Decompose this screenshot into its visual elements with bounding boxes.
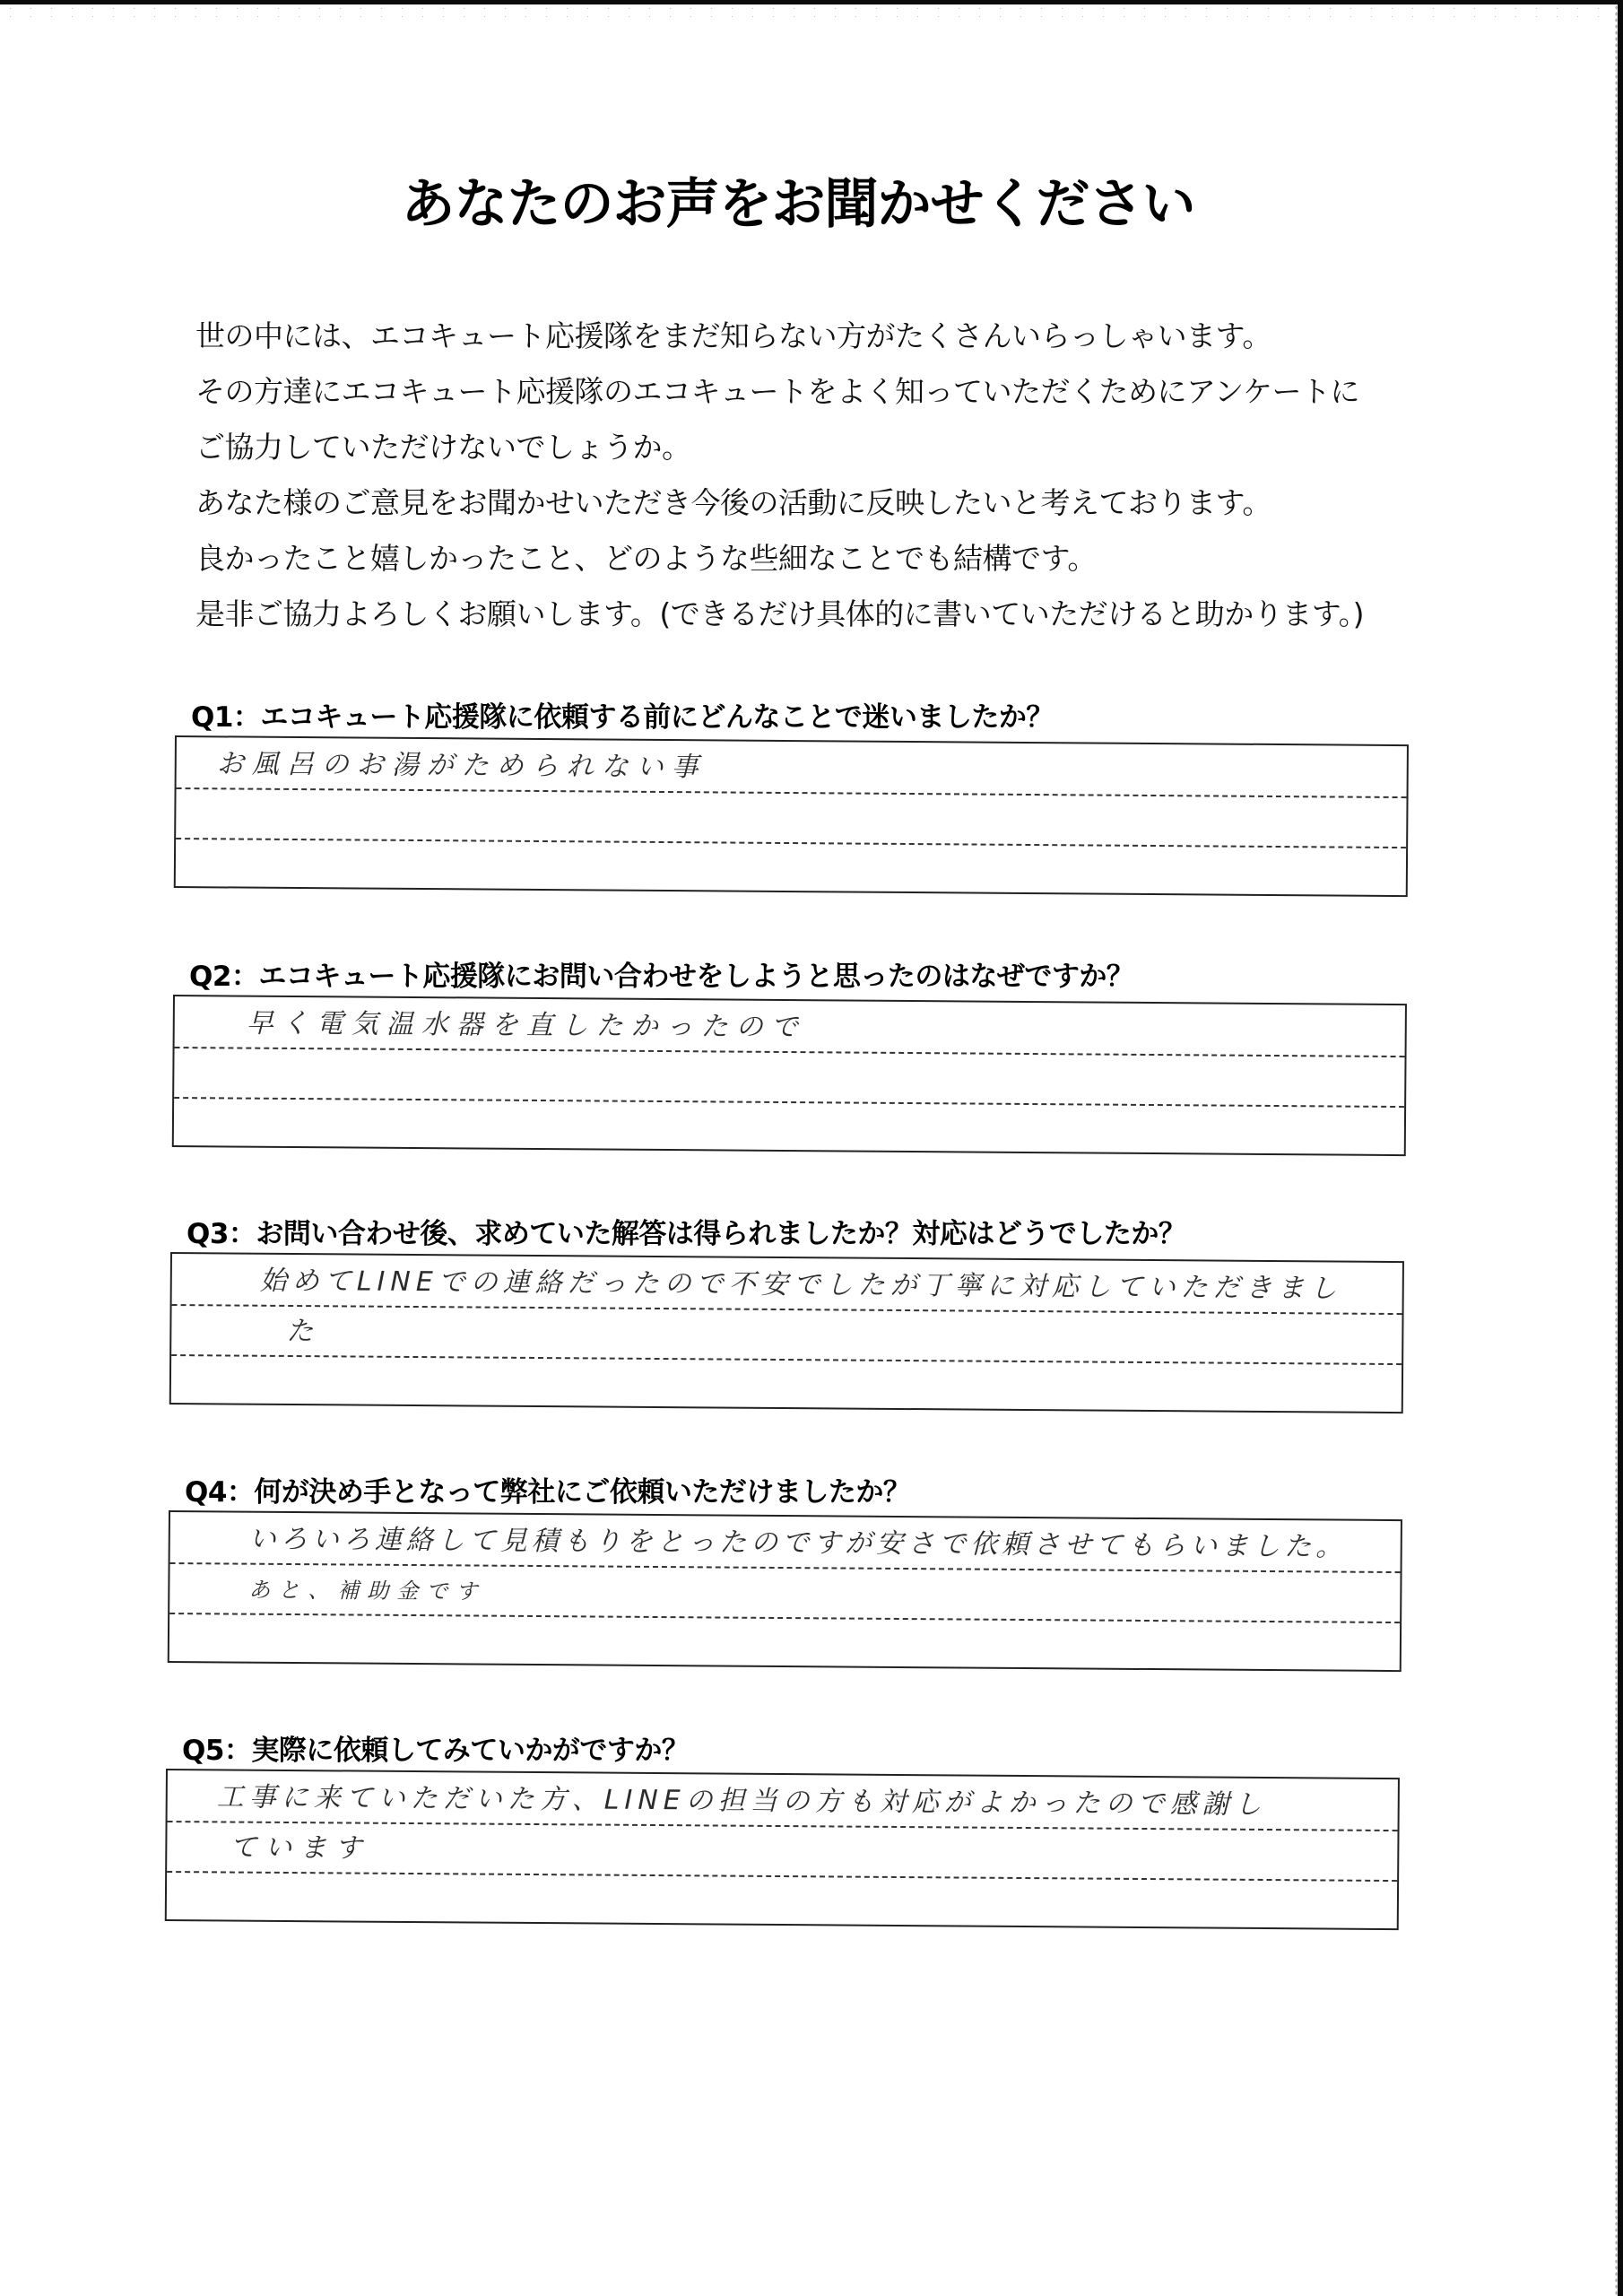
answer-box[interactable] xyxy=(172,995,1407,1156)
handwritten-answer: 早く電気温水器を直したかったので xyxy=(246,1007,806,1044)
ruled-line xyxy=(174,1097,1404,1108)
ruled-line xyxy=(169,1613,1400,1623)
ruled-line xyxy=(177,787,1407,798)
question-label: Q3：お問い合わせ後、求めていた解答は得られましたか？対応はどうでしたか？ xyxy=(187,1218,1186,1250)
question-label: Q5：実際に依頼してみていかがですか？ xyxy=(182,1735,690,1767)
ruled-line xyxy=(167,1871,1397,1882)
ruled-line xyxy=(176,838,1406,848)
answer-box[interactable] xyxy=(174,735,1409,897)
intro-line: ご協力していただけないでしょうか。 xyxy=(195,430,691,465)
page-title: あなたのお声をお聞かせください xyxy=(401,173,1195,236)
handwritten-answer: 工事に来ていただいた方、LINEの担当の方も対応がよかったので感謝し xyxy=(216,1781,1267,1822)
answer-box[interactable] xyxy=(168,1510,1402,1672)
intro-line: 是非ご協力よろしくお願いします。(できるだけ具体的に書いていただけると助かります。) xyxy=(195,596,1364,631)
scan-noise-top xyxy=(0,4,1619,17)
question-label: Q4：何が決め手となって弊社にご依頼いただけましたか？ xyxy=(185,1476,911,1509)
ruled-line xyxy=(171,1354,1402,1365)
question-label: Q1：エコキュート応援隊に依頼する前にどんなことで迷いましたか？ xyxy=(191,701,1054,734)
intro-line: 世の中には、エコキュート応援隊をまだ知らない方がたくさんいらっしゃいます。 xyxy=(195,318,1271,353)
handwritten-answer: た xyxy=(286,1315,322,1348)
answer-box[interactable] xyxy=(165,1769,1400,1930)
ruled-line xyxy=(175,1047,1405,1057)
scan-noise-right xyxy=(1615,4,1618,2296)
intro-line: 良かったこと嬉しかったこと、どのような些細なことでも結構です。 xyxy=(195,541,1097,576)
handwritten-answer: 始めてLINEでの連絡だったので不安でしたが丁寧に対応していただきまし xyxy=(259,1265,1342,1305)
handwritten-answer: あと、補助金です xyxy=(248,1577,486,1605)
intro-line: その方達にエコキュート応援隊のエコキュートをよく知っていただくためにアンケートに xyxy=(195,374,1360,409)
intro-paragraph xyxy=(195,309,1433,642)
handwritten-answer: ています xyxy=(230,1831,370,1865)
answer-box[interactable] xyxy=(169,1252,1404,1413)
intro-line: あなた様のご意見をお聞かせいただき今後の活動に反映したいと考えております。 xyxy=(195,485,1271,520)
scan-border-right xyxy=(1618,0,1623,2296)
handwritten-answer: お風呂のお湯がためられない事 xyxy=(216,748,707,784)
question-label: Q2：エコキュート応援隊にお問い合わせをしようと思ったのはなぜですか？ xyxy=(189,961,1134,993)
handwritten-answer: いろいろ連絡して見積もりをとったのですが安さで依頼させてもらいました。 xyxy=(248,1523,1348,1563)
